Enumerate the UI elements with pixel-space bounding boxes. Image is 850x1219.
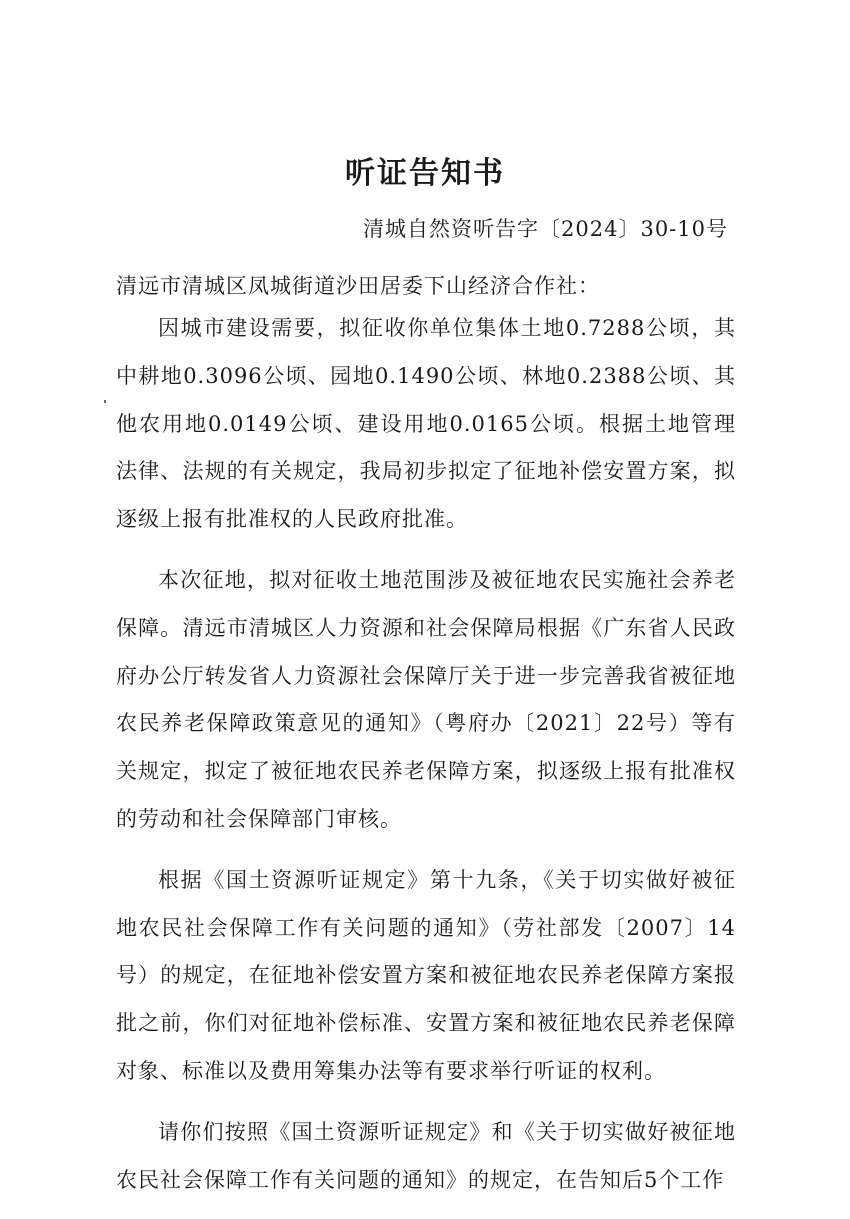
paragraph: 因城市建设需要，拟征收你单位集体土地0.7288公顷，其中耕地0.3096公顷、园地0.1490公顷、林地0.2388公顷、其他农用地0.0149公顷、建设用地0.0165公顷。根据土地管理法律、法规的有关规定，我局初步拟定了征地补偿安置方案，拟逐级上报有批准权的人民政府批准。 bbox=[116, 316, 736, 532]
scan-mark bbox=[104, 400, 106, 403]
document-number: 清城自然资听告字〔2024〕30-10号 bbox=[363, 217, 728, 241]
paragraph: 根据《国土资源听证规定》第十九条，《关于切实做好被征地农民社会保障工作有关问题的通知》（劳社部发〔2007〕14号）的规定，在征地补偿安置方案和被征地农民养老保障方案报批之前，你们对征地补偿标准、安置方案和被征地农民养老保障对象、标准以及费用筹集办法等有要求举行听证的权利。 bbox=[116, 867, 736, 1083]
recipient-line: 清远市清城区凤城街道沙田居委下山经济合作社： bbox=[116, 274, 600, 298]
document-body bbox=[116, 305, 736, 1217]
paragraph: 本次征地，拟对征收土地范围涉及被征地农民实施社会养老保障。清远市清城区人力资源和社会保障局根据《广东省人民政府办公厅转发省人力资源社会保障厅关于进一步完善我省被征地农民养老保障政策意见的通知》（粤府办〔2021〕22号）等有关规定，拟定了被征地农民养老保障方案，拟逐级上报有批准权的劳动和社会保障部门审核。 bbox=[116, 567, 736, 831]
paragraph: 请你们按照《国土资源听证规定》和《关于切实做好被征地农民社会保障工作有关问题的通知》的规定，在告知后5个工作 bbox=[116, 1119, 736, 1192]
document-title: 听证告知书 bbox=[345, 156, 505, 191]
